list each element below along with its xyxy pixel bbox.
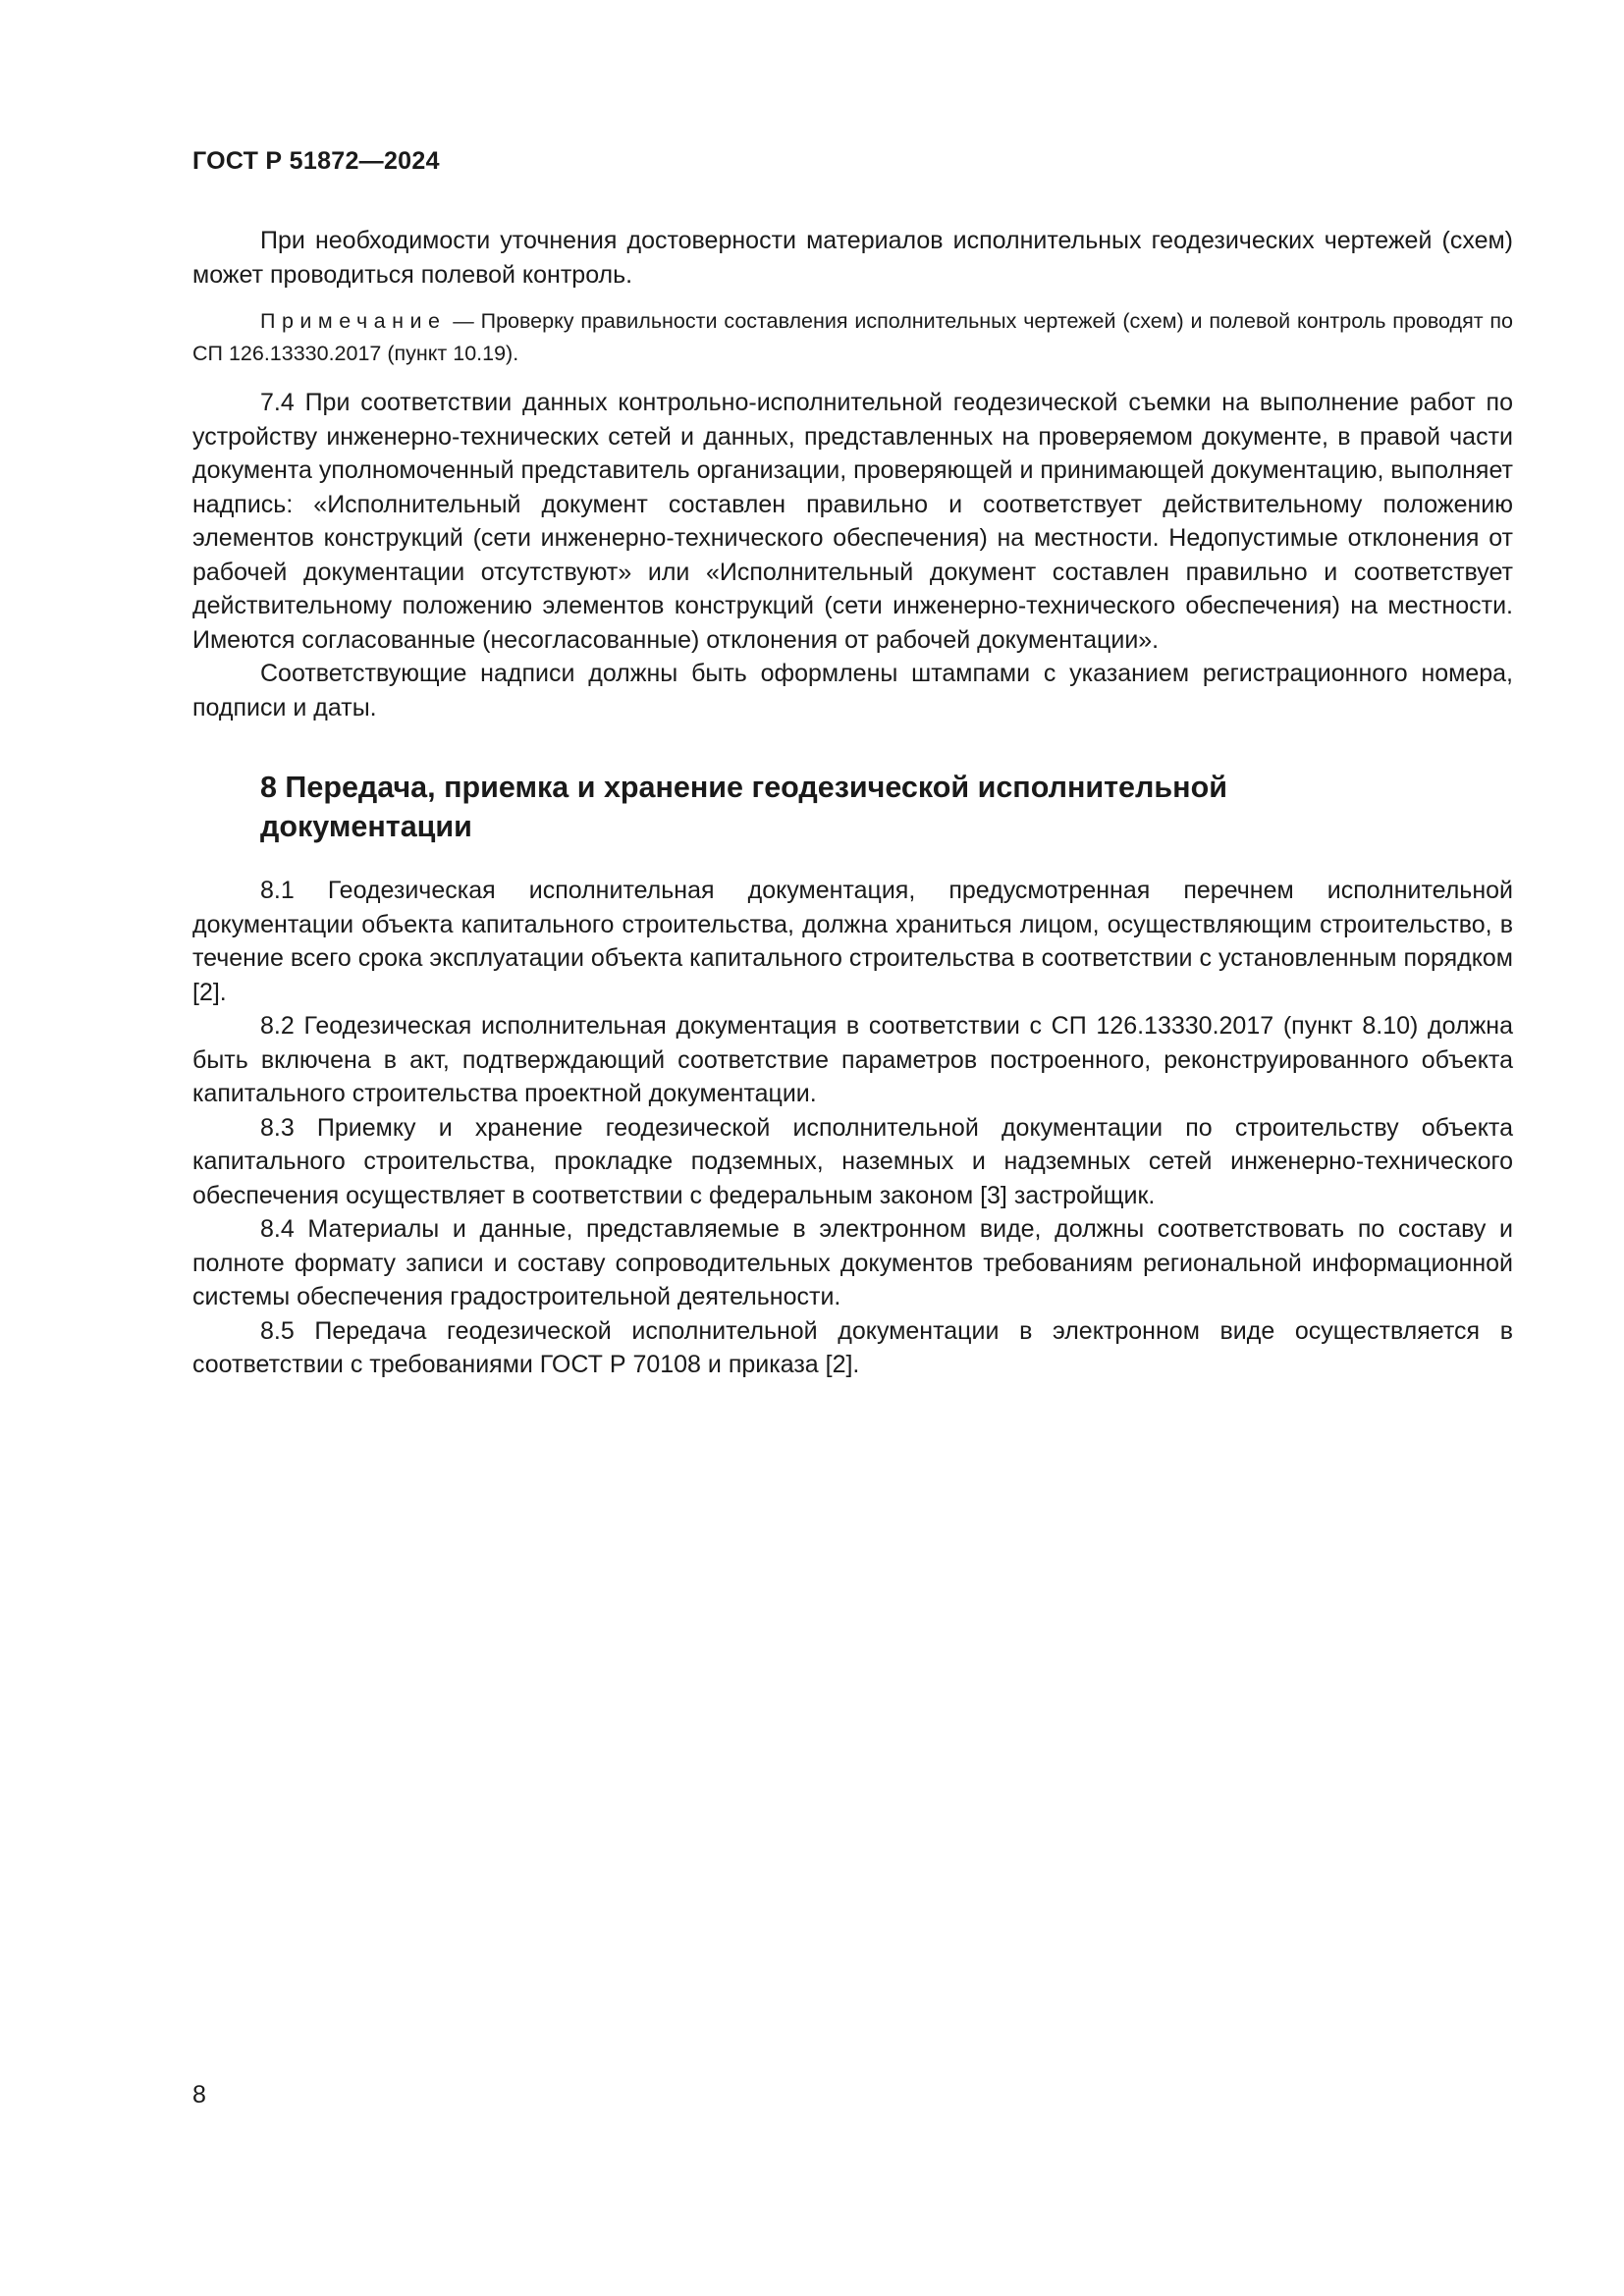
paragraph-8-4: 8.4 Материалы и данные, представляемые в электронном виде, должны соответствовать по составу и полноте формату записи и составу сопроводительных документов требованиям региональной информационной системы обеспечения градостроительной деятельности. <box>192 1215 1513 1310</box>
page-body <box>192 224 1513 1382</box>
section-8-title: 8 Передача, приемка и хранение геодезической исполнительной документации <box>260 771 1227 843</box>
paragraph-7-4-stamps: Соответствующие надписи должны быть оформлены штампами с указанием регистрационного номера, подписи и даты. <box>192 660 1513 721</box>
paragraph-7-4: 7.4 При соответствии данных контрольно-исполнительной геодезической съемки на выполнение работ по устройству инженерно-технических сетей и данных, представленных на проверяемом документе, в правой части документа уполномоченный представитель организации, проверяющей и принимающей документацию, выполняет надпись: «Исполнительный документ составлен правильно и соответствует действительному положению элементов конструкций (сети инженерно-технического обеспечения) на местности. Недопустимые отклонения от рабочей документации отсутствуют» или «Исполнительный документ составлен правильно и соответствует действительному положению элементов конструкций (сети инженерно-технического обеспечения) на местности. Имеются согласованные (несогласованные) отклонения от рабочей документации». <box>192 389 1513 654</box>
paragraph-8-2: 8.2 Геодезическая исполнительная документация в соответствии с СП 126.13330.2017 (пункт 8.10) должна быть включена в акт, подтверждающий соответствие параметров построенного, реконструированного объекта капитального строительства проектной документации. <box>192 1012 1513 1107</box>
paragraph-field-control: При необходимости уточнения достоверности материалов исполнительных геодезических чертежей (схем) может проводиться полевой контроль. <box>192 227 1513 289</box>
note-label: Примечание <box>260 309 447 333</box>
paragraph-8-1: 8.1 Геодезическая исполнительная документация, предусмотренная перечнем исполнительной документации объекта капитального строительства, должна храниться лицом, осуществляющим строительство, в течение всего срока эксплуатации объекта капитального строительства в соответствии с установленным порядком [2]. <box>192 877 1513 1006</box>
paragraph-8-5: 8.5 Передача геодезической исполнительной документации в электронном виде осуществляется в соответствии с требованиями ГОСТ Р 70108 и приказа [2]. <box>192 1316 1513 1378</box>
paragraph-8-3: 8.3 Приемку и хранение геодезической исполнительной документации по строительству объекта капитального строительства, прокладке подземных, наземных и надземных сетей инженерно-технического обеспечения осуществляет в соответствии с федеральным законом [3] застройщик. <box>192 1113 1513 1209</box>
document-header: ГОСТ Р 51872—2024 <box>192 147 440 175</box>
note <box>192 305 1513 370</box>
page-number: 8 <box>192 2081 206 2109</box>
note-text: — Проверку правильности составления исполнительных чертежей (схем) и полевой контроль проводят по СП 126.13330.2017 (пункт 10.19). <box>192 309 1513 365</box>
